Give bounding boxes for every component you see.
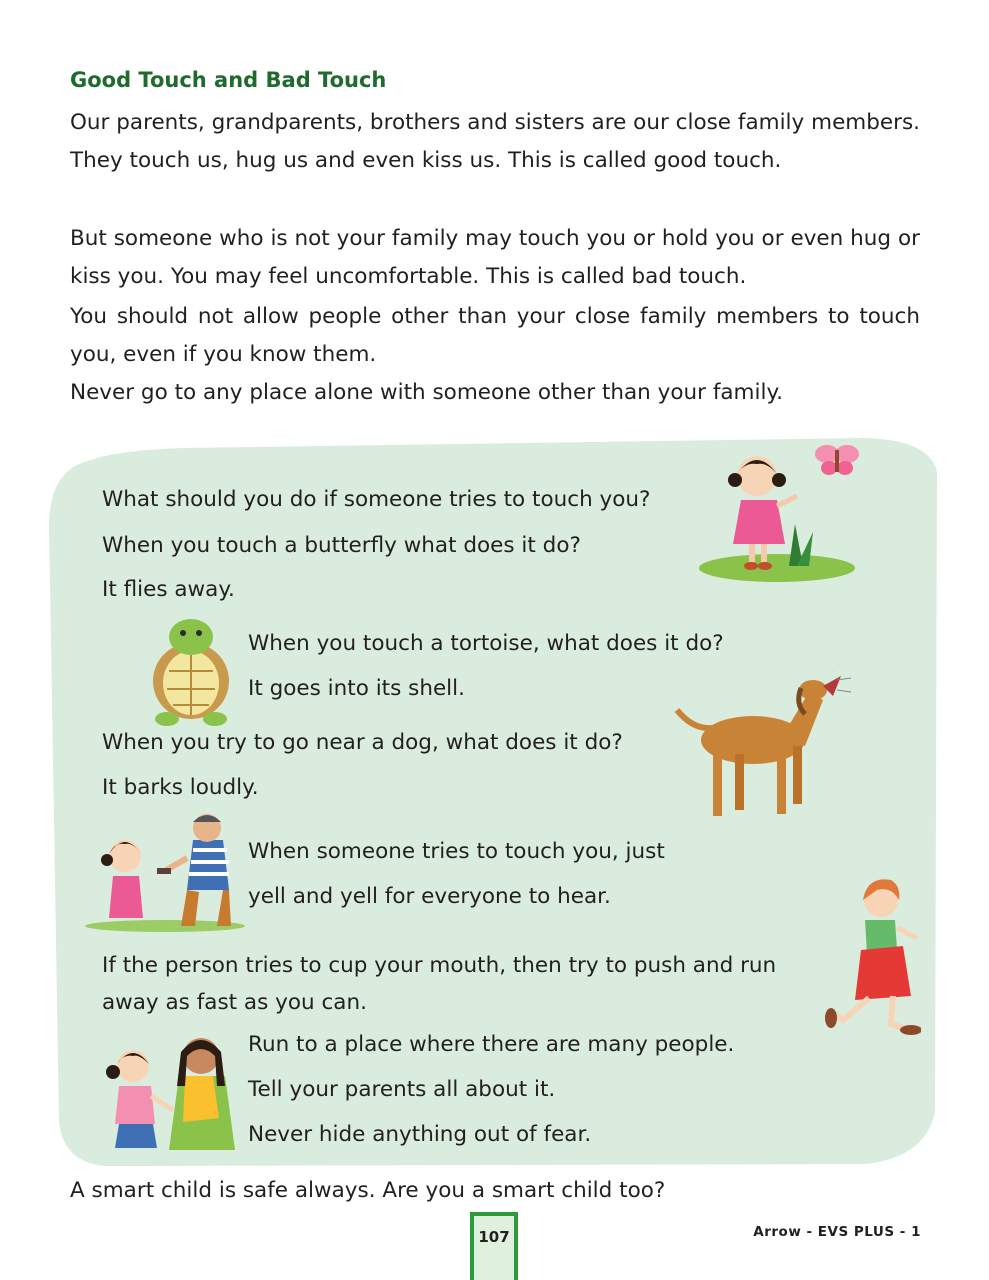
tortoise-illustration [145, 615, 237, 730]
answer-butterfly: It flies away. [102, 577, 235, 602]
question-dog: When you try to go near a dog, what does it do? [102, 730, 623, 755]
paragraph-4: Never go to any place alone with someone other than your family. [70, 380, 783, 405]
closing-question: A smart child is safe always. Are you a smart child too? [70, 1178, 666, 1203]
advice-no-fear: Never hide anything out of fear. [248, 1122, 592, 1147]
girl-and-mother-illustration [93, 1030, 243, 1150]
paragraph-2: But someone who is not your family may touch you or hold you or even hug or kiss you. You may feel uncomfortable. This is called bad touch. [70, 226, 920, 289]
advice-crowd: Run to a place where there are many people. [248, 1032, 735, 1057]
girl-and-stranger-illustration [83, 810, 249, 932]
paragraph-3: You should not allow people other than your close family members to touch you, even if you know them. [70, 304, 920, 367]
running-girl-illustration [821, 872, 921, 1042]
advice-tell-parents: Tell your parents all about it. [248, 1077, 556, 1102]
question-tortoise: When you touch a tortoise, what does it do? [248, 631, 724, 656]
advice-yell-1: When someone tries to touch you, just [248, 839, 665, 864]
book-footer: Arrow - EVS PLUS - 1 [753, 1224, 921, 1240]
question-butterfly: When you touch a butterfly what does it do? [102, 533, 581, 558]
section-heading: Good Touch and Bad Touch [70, 68, 387, 92]
answer-dog: It barks loudly. [102, 775, 259, 800]
advice-yell-2: yell and yell for everyone to hear. [248, 884, 611, 909]
answer-tortoise: It goes into its shell. [248, 676, 465, 701]
page-number: 107 [470, 1212, 518, 1280]
advice-run-away: If the person tries to cup your mouth, then try to push and run away as fast as you can. [102, 953, 777, 1015]
paragraph-1: Our parents, grandparents, brothers and sisters are our close family members. They touch us, hug us and even kiss us. This is called good touch. [70, 110, 920, 173]
girl-butterfly-illustration [697, 440, 877, 586]
question-touch: What should you do if someone tries to touch you? [102, 487, 651, 512]
barking-dog-illustration [673, 670, 853, 830]
safety-rhyme-box [45, 432, 940, 1167]
